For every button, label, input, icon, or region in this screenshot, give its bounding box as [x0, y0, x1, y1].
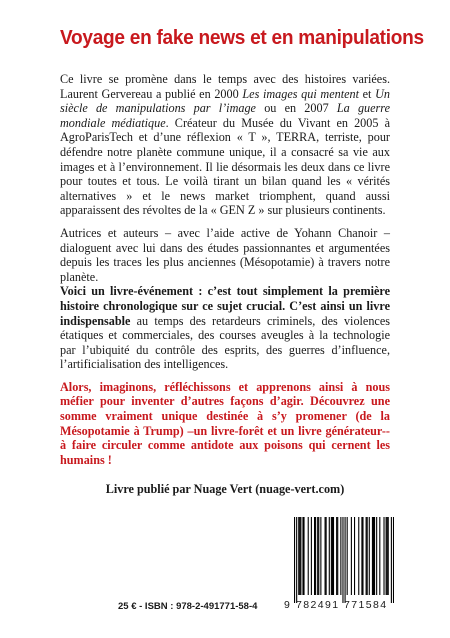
- intro-text-3: ou en 2007: [255, 101, 337, 116]
- barcode-bar: [311, 517, 312, 595]
- barcode-bar: [361, 517, 362, 595]
- barcode-bar: [388, 517, 389, 595]
- barcode-bar: [298, 517, 299, 595]
- barcode: [284, 517, 396, 613]
- barcode-bar: [308, 517, 309, 595]
- barcode-bar: [315, 517, 316, 595]
- barcode-bar: [340, 517, 341, 595]
- barcode-bar: [326, 517, 327, 595]
- paragraph-intro: [60, 72, 390, 218]
- barcode-bar: [332, 517, 333, 595]
- barcode-right-digits: 771584: [344, 599, 388, 611]
- barcode-bar: [296, 517, 297, 603]
- barcode-bar: [336, 517, 337, 595]
- barcode-bar: [367, 517, 368, 595]
- barcode-bar: [320, 517, 321, 595]
- barcode-bar: [303, 517, 304, 595]
- event-text: au temps des retardeurs criminels, des violences étatiques et commerciales, des courses aveugles à la technologie par l’ubiquité du contrôle des esprits, des guerres d’influence, l’artificialisation des intelligences.: [60, 313, 390, 372]
- barcode-bar: [393, 517, 394, 603]
- barcode-first-digit: 9: [284, 599, 290, 611]
- paragraph-call-to-action: Alors, imaginons, réfléchissons et apprenons ainsi à nous méfier pour inventer d’autres façons d’agir. Découvrez une somme vraiment unique destinée à s’y promener (de la Mésopotamie à Trump) –un livre-forêt et un livre générateur-- à faire circuler comme antidote aux poisons qui cernent les humains !: [60, 379, 390, 467]
- book-title-3: La guerre mondiale médiatique: [60, 101, 390, 130]
- blurb: [60, 72, 390, 475]
- barcode-bar: [386, 517, 387, 595]
- barcode-bar: [331, 517, 332, 595]
- barcode-bar: [342, 517, 343, 603]
- barcode-bar: [354, 517, 355, 595]
- barcode-bar: [383, 517, 384, 595]
- barcode-bar: [362, 517, 363, 595]
- barcode-bar: [358, 517, 359, 595]
- back-cover-title: Voyage en fake news et en manipulations: [60, 26, 424, 49]
- publisher-line: Livre publié par Nuage Vert (nuage-vert.com): [105, 482, 345, 496]
- paragraph-authors: Autrices et auteurs – avec l’aide active de Yohann Chanoir – dialoguent avec lui dans des études passionnantes et argumentées depuis les traces les plus anciennes (Mésopotamie) à travers notre planète.: [60, 225, 390, 284]
- book-title-1: Les images qui mentent: [242, 86, 359, 101]
- barcode-bar: [299, 517, 300, 595]
- barcode-bars: [294, 517, 394, 603]
- barcode-bar: [374, 517, 375, 595]
- barcode-bar: [314, 517, 315, 595]
- barcode-bar: [345, 517, 346, 603]
- barcode-bar: [294, 517, 295, 603]
- barcode-bar: [387, 517, 388, 595]
- barcode-bar: [318, 517, 319, 595]
- barcode-bar: [300, 517, 301, 595]
- barcode-bar: [329, 517, 330, 595]
- book-title-2: Un siècle de manipulations par l’image: [60, 86, 391, 116]
- barcode-bar: [333, 517, 334, 595]
- paragraph-event: [60, 284, 390, 372]
- intro-text-4: . Créateur du Musée du Vivant en 2005 à AgroParisTech et d’une réflexion « T », TERRA, terriste, pour défendre notre planète commune unique, il a consacré sa vie aux images et à l’environnement. Il lie désormais les deux dans ce livre pour toutes et tous. Le voilà tirant un bilan quand les « vérités alternatives » et le news market triomphent, quand aussi apparaissent des révoltes de la « GEN Z » sur plusieurs continents.: [60, 115, 390, 218]
- barcode-bar: [372, 517, 373, 595]
- barcode-bar: [369, 517, 370, 595]
- barcode-bar: [376, 517, 377, 595]
- barcode-bar: [337, 517, 338, 595]
- barcode-bar: [379, 517, 380, 595]
- event-bold-text: Voici un livre-événement : c’est tout simplement la première histoire chronologique sur ce sujet crucial. C’est ainsi un livre indispensable: [60, 284, 390, 328]
- barcode-bar: [317, 517, 318, 595]
- barcode-left-digits: 782491: [296, 599, 340, 611]
- intro-text-2: et: [358, 86, 376, 101]
- intro-text-1: Ce livre se promène dans le temps avec des histoires variées. Laurent Gervereau a publié en 2000: [60, 72, 390, 101]
- barcode-bar: [325, 517, 326, 595]
- barcode-bar: [302, 517, 303, 595]
- barcode-bar: [351, 517, 352, 595]
- barcode-bar: [366, 517, 367, 595]
- barcode-bar: [373, 517, 374, 595]
- barcode-bar: [391, 517, 392, 603]
- price-isbn: 25 € - ISBN : 978-2-491771-58-4: [118, 601, 258, 612]
- barcode-bar: [347, 517, 348, 595]
